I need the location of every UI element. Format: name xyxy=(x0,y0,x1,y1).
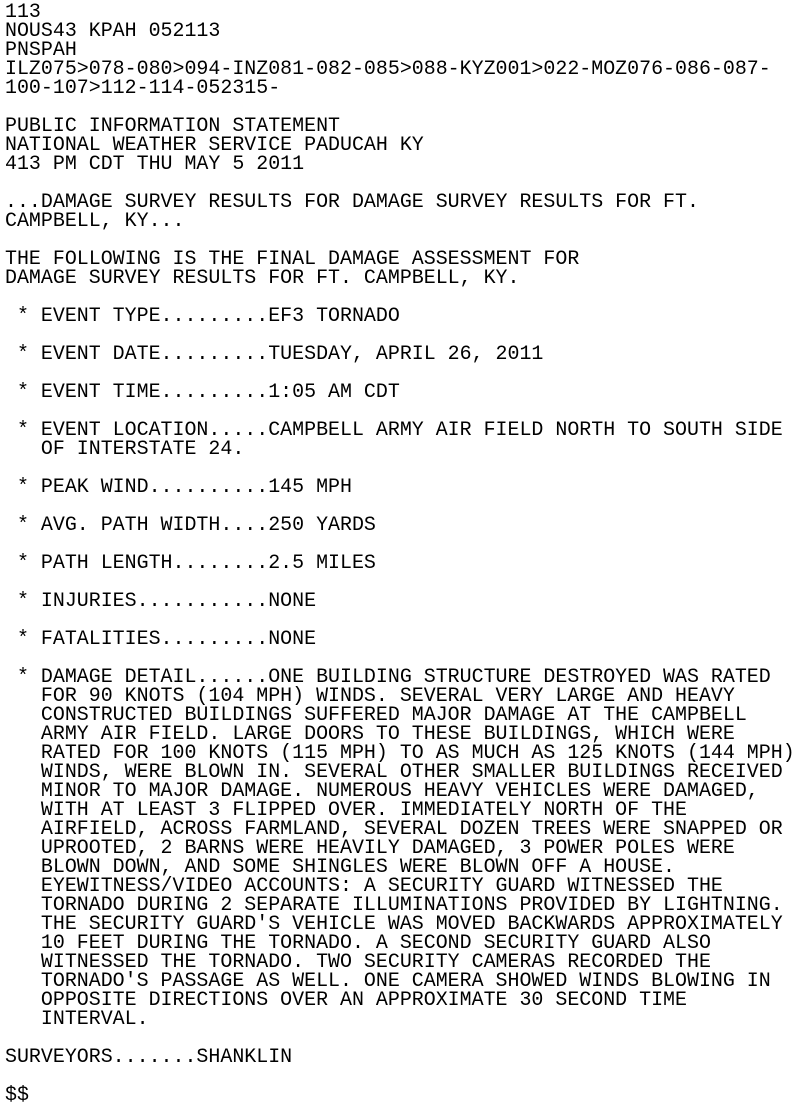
text-line: RATED FOR 100 KNOTS (115 MPH) TO AS MUCH AS 125 KNOTS (144 MPH) xyxy=(5,741,795,764)
text-line: SURVEYORS.......SHANKLIN xyxy=(5,1045,293,1068)
text-line: * DAMAGE DETAIL......ONE BUILDING STRUCTURE DESTROYED WAS RATED xyxy=(5,665,771,688)
text-line: 413 PM CDT THU MAY 5 2011 xyxy=(5,152,305,175)
text-line: BLOWN DOWN, AND SOME SHINGLES WERE BLOWN OFF A HOUSE. xyxy=(5,855,676,878)
text-line: OPPOSITE DIRECTIONS OVER AN APPROXIMATE 30 SECOND TIME xyxy=(5,988,687,1011)
text-line: UPROOTED, 2 BARNS WERE HEAVILY DAMAGED, 3 POWER POLES WERE xyxy=(5,836,735,859)
text-line: OF INTERSTATE 24. xyxy=(5,437,245,460)
text-line: 113 xyxy=(5,0,41,23)
text-line: ILZ075>078-080>094-INZ081-082-085>088-KYZ001>022-MOZ076-086-087- xyxy=(5,57,771,80)
text-line: * PATH LENGTH........2.5 MILES xyxy=(5,551,376,574)
text-line: WITNESSED THE TORNADO. TWO SECURITY CAMERAS RECORDED THE xyxy=(5,950,711,973)
text-line: 10 FEET DURING THE TORNADO. A SECOND SECURITY GUARD ALSO xyxy=(5,931,711,954)
text-line: INTERVAL. xyxy=(5,1007,149,1030)
text-line: * FATALITIES.........NONE xyxy=(5,627,317,650)
text-line: * PEAK WIND..........145 MPH xyxy=(5,475,352,498)
text-line: CONSTRUCTED BUILDINGS SUFFERED MAJOR DAMAGE AT THE CAMPBELL xyxy=(5,703,747,726)
text-line: THE SECURITY GUARD'S VEHICLE WAS MOVED BACKWARDS APPROXIMATELY xyxy=(5,912,783,935)
text-line: PNSPAH xyxy=(5,38,77,61)
text-line: * AVG. PATH WIDTH....250 YARDS xyxy=(5,513,376,536)
text-line: * EVENT LOCATION.....CAMPBELL ARMY AIR FIELD NORTH TO SOUTH SIDE xyxy=(5,418,783,441)
text-line: AIRFIELD, ACROSS FARMLAND, SEVERAL DOZEN TREES WERE SNAPPED OR xyxy=(5,817,783,840)
text-line: WITH AT LEAST 3 FLIPPED OVER. IMMEDIATELY NORTH OF THE xyxy=(5,798,687,821)
text-line: 100-107>112-114-052315- xyxy=(5,76,281,99)
text-line: NATIONAL WEATHER SERVICE PADUCAH KY xyxy=(5,133,424,156)
text-line: TORNADO DURING 2 SEPARATE ILLUMINATIONS PROVIDED BY LIGHTNING. xyxy=(5,893,783,916)
text-line: PUBLIC INFORMATION STATEMENT xyxy=(5,114,341,137)
text-line xyxy=(5,1066,799,1085)
text-line: CAMPBELL, KY... xyxy=(5,209,185,232)
text-line: * EVENT DATE.........TUESDAY, APRIL 26, 2011 xyxy=(5,342,544,365)
text-line: ARMY AIR FIELD. LARGE DOORS TO THESE BUILDINGS, WHICH WERE xyxy=(5,722,735,745)
text-line: * EVENT TIME.........1:05 AM CDT xyxy=(5,380,400,403)
text-line: * INJURIES...........NONE xyxy=(5,589,317,612)
text-line: DAMAGE SURVEY RESULTS FOR FT. CAMPBELL, KY. xyxy=(5,266,520,289)
text-line: MINOR TO MAJOR DAMAGE. NUMEROUS HEAVY VEHICLES WERE DAMAGED, xyxy=(5,779,759,802)
text-line: NOUS43 KPAH 052113 xyxy=(5,19,221,42)
text-line: THE FOLLOWING IS THE FINAL DAMAGE ASSESSMENT FOR xyxy=(5,247,580,270)
text-line: $$ xyxy=(5,1083,29,1106)
text-line: ...DAMAGE SURVEY RESULTS FOR DAMAGE SURVEY RESULTS FOR FT. xyxy=(5,190,699,213)
text-line: WINDS, WERE BLOWN IN. SEVERAL OTHER SMALLER BUILDINGS RECEIVED xyxy=(5,760,783,783)
text-line: TORNADO'S PASSAGE AS WELL. ONE CAMERA SHOWED WINDS BLOWING IN xyxy=(5,969,771,992)
text-line: * EVENT TYPE.........EF3 TORNADO xyxy=(5,304,400,327)
text-line: FOR 90 KNOTS (104 MPH) WINDS. SEVERAL VERY LARGE AND HEAVY xyxy=(5,684,735,707)
text-line: EYEWITNESS/VIDEO ACCOUNTS: A SECURITY GUARD WITNESSED THE xyxy=(5,874,723,897)
